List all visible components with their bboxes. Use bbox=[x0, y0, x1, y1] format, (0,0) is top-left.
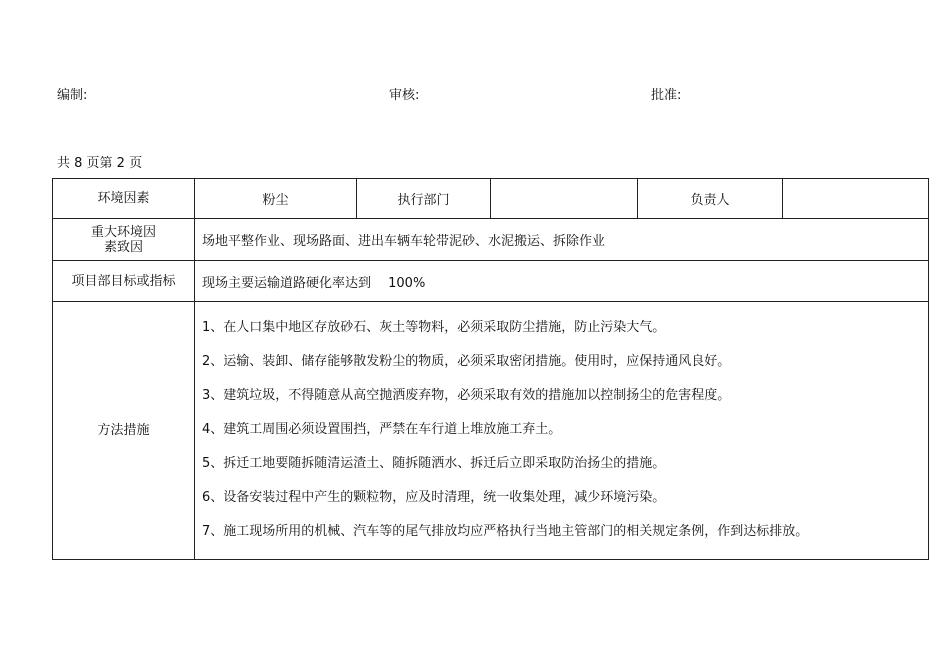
measure-item: 5、拆迁工地要随拆随清运渣土、随拆随洒水、拆迁后立即采取防治扬尘的措施。 bbox=[202, 456, 666, 471]
table-row-measures bbox=[53, 302, 929, 560]
measure-item: 6、设备安装过程中产生的颗粒物，应及时清理，统一收集处理，减少环境污染。 bbox=[202, 490, 666, 505]
measure-item: 1、在人口集中地区存放砂石、灰土等物料，必须采取防尘措施，防止污染大气。 bbox=[202, 320, 666, 335]
table-row-causes bbox=[53, 219, 929, 261]
table-row-header bbox=[53, 179, 929, 219]
measures-list bbox=[195, 302, 928, 559]
approve-label: 批准: bbox=[651, 88, 682, 103]
measures-label: 方法措施 bbox=[53, 302, 195, 560]
measure-item: 7、施工现场所用的机械、汽车等的尾气排放均应严格执行当地主管部门的相关规定条例，作到达标排放。 bbox=[202, 524, 809, 539]
causes-label bbox=[53, 219, 195, 261]
target-label: 项目部目标或指标 bbox=[53, 261, 195, 302]
causes-label-line1: 重大环境因 bbox=[90, 224, 156, 240]
responsible-label: 负责人 bbox=[638, 179, 783, 219]
measure-item: 3、建筑垃圾，不得随意从高空抛洒废弃物，必须采取有效的措施加以控制扬尘的危害程度。 bbox=[202, 388, 731, 403]
exec-dept-label: 执行部门 bbox=[357, 179, 491, 219]
compile-label: 编制: bbox=[57, 88, 88, 103]
review-label: 审核: bbox=[389, 88, 420, 103]
measures-cell bbox=[195, 302, 929, 560]
measure-item: 4、建筑工周围必须设置围挡，严禁在车行道上堆放施工弃土。 bbox=[202, 422, 562, 437]
env-factor-value: 粉尘 bbox=[195, 179, 357, 219]
causes-value: 场地平整作业、现场路面、进出车辆车轮带泥砂、水泥搬运、拆除作业 bbox=[195, 219, 929, 261]
responsible-value bbox=[783, 179, 929, 219]
causes-label-line2: 素致因 bbox=[103, 239, 143, 255]
measure-item: 2、运输、装卸、储存能够散发粉尘的物质，必须采取密闭措施。使用时，应保持通风良好。 bbox=[202, 354, 731, 369]
exec-dept-value bbox=[491, 179, 638, 219]
environment-factor-table bbox=[52, 178, 929, 560]
env-factor-label: 环境因素 bbox=[53, 179, 195, 219]
table-row-target bbox=[53, 261, 929, 302]
page-info: 共 8 页第 2 页 bbox=[57, 156, 143, 171]
target-value: 现场主要运输道路硬化率达到 100% bbox=[195, 261, 929, 302]
